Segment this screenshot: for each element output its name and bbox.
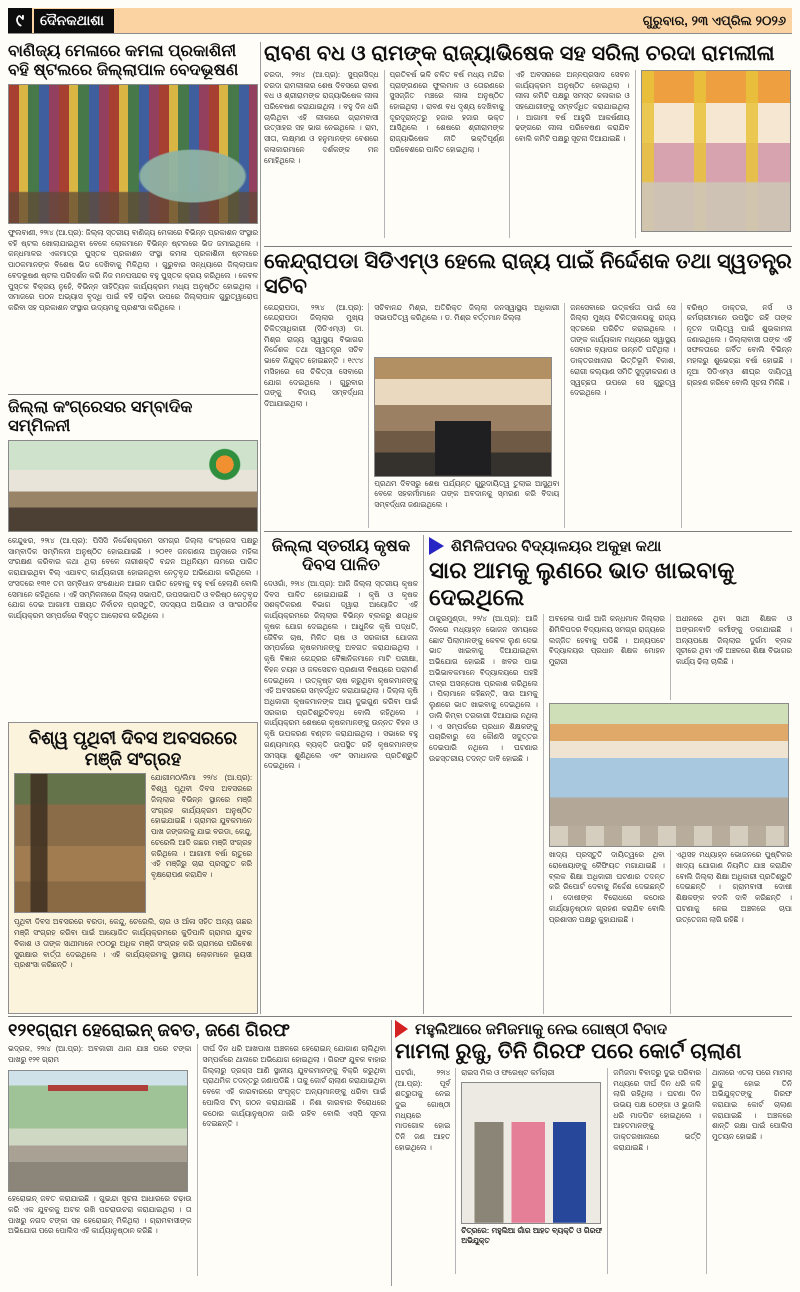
section-rule [264,246,792,247]
article-body-col: ଚରଦା, ୨୨ା୪ (ଆ.ପ୍ର): ସୁପ୍ରସିଦ୍ଧ ଚରଦା ରାମଲୀଳାର ଶେଷ ଦିବସରେ ରାବଣ ବଧ ଓ ଶ୍ରୀରାମଙ୍କ ରାଜ୍ୟାଭିଷେକ ଲୀଳା ପରିବେଷଣ କରାଯାଇଥିଲା । ବହୁ ଦିନ ଧରି ଚାଲିଥିବା ଏହି ଲୀଳାରେ ଗ୍ରାମବାସୀ ଉତ୍ସାହର ସହ ଭାଗ ନେଇଥିଲେ । ରାମ, ସୀତା, ଲକ୍ଷ୍ମଣ ଓ ହନୁମାନଙ୍କ ବେଶରେ କଳାକାରମାନେ ଦର୍ଶକଙ୍କ ମନ ମୋହିଥିଲେ । [264,69,379,165]
article-headline: ମାମଲା ରୁଜୁ, ତିନି ଗିରଫ ପରେ କୋର୍ଟ ଚାଲାଣ [395,1040,742,1063]
article-heroin-seizure [8,1020,386,1286]
masthead-bar [8,8,792,34]
article-body-col: ଠାକୁରମୁଣ୍ଡା, ୨୨/୪ (ଆ.ପ୍ର): ଆଜି ଦିନରେ ମଧ୍ୟାହ୍ନ ଭୋଜନ ସମୟରେ ଛୋଟ ପିଲାମାନଙ୍କୁ କେବଳ ଲୁଣ ଦେଇ ଭାତ ଖାଇବାକୁ ଦିଆଯାଇଥିବା ଅଭିଯୋଗ ହୋଇଛି । ଖବର ପାଇ ଅଭିଭାବକମାନେ ବିଦ୍ୟାଳୟରେ ପହଞ୍ଚି ତୀବ୍ର ଅସନ୍ତୋଷ ପ୍ରକାଶ କରିଥିଲେ । ପିଲାମାନେ କହିଛନ୍ତି, ସାର ଆମକୁ ଲୁଣରେ ଭାତ ଖାଇବାକୁ ଦେଇଥିଲେ । ଡାଲି କିମ୍ବା ତରକାରୀ ଦିଆଯାଇ ନଥିଲା । ଏ ସମ୍ପର୍କରେ ପ୍ରଧାନ ଶିକ୍ଷକଙ୍କୁ ପଚାରିବାରୁ ସେ କୌଣସି ସଦୁତ୍ତର ଦେଇପାରି ନଥିଲେ । ଘଟଣାର ଉଚ୍ଚସ୍ତରୀୟ ତଦନ୍ତ ଦାବି ହୋଇଛି । [429,614,538,763]
column-rule [423,535,424,1014]
photo-caption: ପୃଥିବୀ ଦିବସ ଅବସରରେ ବରଡା, କେନ୍ଦୁ, ଚେରେଲି, ଚାର ଓ ଆଁଳା ସହିତ ଅନ୍ୟ ଗଛର ମଞ୍ଜି ସଂଗ୍ରହ କରିବା ପାଇଁ ଆୟୋଜିତ କାର୍ଯ୍ୟକ୍ରମରେ କୁଡିପାଳି ଗ୍ରାମର ଯୁବକ ବିକାଶ ଓ ତାଙ୍କ ସାଥୀମାନେ ୯୦୦ରୁ ଅଧିକ ମଞ୍ଜି ସଂଗ୍ରହ କରି ଗ୍ରାମରେ ପରିବେଶ ସୁରକ୍ଷାର ବାର୍ତ୍ତା ଦେଇଥିଲେ । ଏହି କାର୍ଯ୍ୟକ୍ରମକୁ ସ୍ଥାନୀୟ ଲୋକମାନେ ଭୂୟସୀ ପ୍ରଶଂସା କରିଛନ୍ତି । [14,917,252,970]
ramlila-celebration-photo [641,70,791,232]
article-body-col: ଥାନାରେ ଏତଲା ପରେ ମାମଲା ରୁଜୁ ହୋଇ ତିନି ଅଭିଯୁକ୍ତଙ୍କୁ ଗିରଫ କରାଯାଇ କୋର୍ଟ ଚାଲାଣ କରାଯାଇଛି । ଅଞ୍ଚଳରେ ଶାନ୍ତି ରକ୍ଷା ପାଇଁ ପୋଲିସ ମୁତୟନ ହୋଇଛି । [706,1068,792,1274]
article-body: ଦେଓଗାଁ, ୨୨ା୪ (ଆ.ପ୍ର): ଆଜି ଜିଲ୍ଲା ସ୍ତରୀୟ କୃଷକ ଦିବସ ପାଳିତ ହୋଇଯାଇଛି । କୃଷି ଓ କୃଷକ ସଶକ୍ତିକରଣ ବିଭାଗ ଦ୍ୱାରା ଆୟୋଜିତ ଏହି କାର୍ଯ୍ୟକ୍ରମରେ ଜିଲ୍ଲାର ବିଭିନ୍ନ ବ୍ଲକରୁ ଶତାଧିକ କୃଷକ ଯୋଗ ଦେଇଥିଲେ । ଆଧୁନିକ କୃଷି ପଦ୍ଧତି, ଜୈବିକ ଚାଷ, ମିଳିତ ଚାଷ ଓ ସରକାରୀ ଯୋଜନା ସମ୍ପର୍କରେ କୃଷକମାନଙ୍କୁ ଅବଗତ କରାଯାଇଥିଲା । କୃଷି ବିଜ୍ଞାନ କେନ୍ଦ୍ରର ବୈଜ୍ଞାନିକମାନେ ମାଟି ପରୀକ୍ଷା, ବିହନ ଚୟନ ଓ ଜଳସେଚନ ପ୍ରଣାଳୀ ବିଷୟରେ ପରାମର୍ଶ ଦେଇଥିଲେ । ଉତ୍କୃଷ୍ଟ ଚାଷ କରୁଥିବା କୃଷକମାନଙ୍କୁ ଏହି ଅବସରରେ ସମ୍ବର୍ଦ୍ଧିତ କରାଯାଇଥିଲା । ଜିଲ୍ଲା କୃଷି ଅଧିକାରୀ କୃଷକମାନଙ୍କ ଆୟ ଦୁଇଗୁଣ କରିବା ପାଇଁ ସରକାର ପ୍ରତିଶ୍ରୁତିବଦ୍ଧ ବୋଲି କହିଥିଲେ । କାର୍ଯ୍ୟକ୍ରମ ଶେଷରେ କୃଷକମାନଙ୍କୁ ଉନ୍ନତ ବିହନ ଓ କୃଷି ଉପକରଣ ବଣ୍ଟନ କରାଯାଇଥିଲା । ସଭାରେ ବହୁ ଗଣ୍ୟମାନ୍ୟ ବ୍ୟକ୍ତି ଉପସ୍ଥିତ ରହି କୃଷକମାନଙ୍କ ସମସ୍ୟା ଶୁଣିଥିଲେ ଏବଂ ସମାଧାନର ପ୍ରତିଶ୍ରୁତି ଦେଇଥିଲେ । [264,578,418,771]
section-rule [264,531,792,532]
issue-date: ଗୁରୁବାର, ୨୩ ଏପ୍ରିଲ ୨୦୨୬ [642,12,786,28]
section-rule [8,1016,792,1017]
article-headline: ସାର ଆମକୁ ଲୁଣରେ ଭାତ ଖାଇବାକୁ ଦେଇଥିଲେ [429,557,735,611]
kicker-label: ଶିମିଳିପଦର ବିଦ୍ୟାଳୟର ଅକୁହା କଥା [451,537,662,555]
article-headline: ଜିଲ୍ଲା ସ୍ତରୀୟ କୃଷକ ଦିବସ ପାଳିତ [271,537,411,575]
article-body-col: ଜନସେବାରେ ଉତ୍କର୍ଷତା ପାଇଁ ସେ ଜିଲ୍ଲା ମୁଖ୍ୟ ଚିକିତ୍ସାଳୟକୁ ରାଜ୍ୟ ସ୍ତରରେ ପରିଚିତ କରାଇଥିଲେ । ତାଙ୍କ କାର୍ଯ୍ୟକାଳ ମଧ୍ୟରେ ସ୍ୱାସ୍ଥ୍ୟ ସେବାର ବ୍ୟାପକ ଉନ୍ନତି ଘଟିଥିଲା । ଡାକ୍ତରଖାନାର ଭିତ୍ତିଭୂମି ବିକାଶ, ରୋଗୀ କଲ୍ୟାଣ ସମିତି ସୁଦୃଢ଼ୀକରଣ ଓ ସ୍ୱଚ୍ଛତା ଉପରେ ସେ ଗୁରୁତ୍ୱ ଦେଇଥିଲେ । [564,303,680,528]
kicker-label: ମହୁଲିଆରେ ଜମିଜମାକୁ ନେଇ ଗୋଷ୍ଠୀ ବିବାଦ [415,1020,668,1038]
arrested-men-photo [461,1082,601,1224]
article-body-col: ବରିଷ୍ଠ ଡାକ୍ତର, ନର୍ସ ଓ କର୍ମଚାରୀମାନେ ଉପସ୍ଥିତ ରହି ତାଙ୍କ ନୂତନ ଦାୟିତ୍ୱ ପାଇଁ ଶୁଭକାମନା ଜଣାଇଥିଲେ । ଜିଲ୍ଲାବାସୀ ତାଙ୍କ ଏହି ସଫଳତାରେ ଗର୍ବିତ ବୋଲି ବିଭିନ୍ନ ମହଲରୁ ଶୁଭେଚ୍ଛା ବର୍ଷା ହୋଇଛି । ନୂଆ ସିଡିଏମ୍ଓ ଶୀଘ୍ର ଦାୟିତ୍ୱ ଗ୍ରହଣ କରିବେ ବୋଲି ସୂଚନା ମିଳିଛି । [681,303,792,528]
article-body-col: ପ୍ରଥମ ଦିବସରୁ ଶେଷ ପର୍ଯ୍ୟନ୍ତ ଗୁରୁଦାୟିତ୍ୱ ତୁଲାଇ ଆସୁଥିବା ବେଳେ ସହକର୍ମୀମାନେ ତାଙ୍କ ଅବଦାନକୁ ସ୍ମରଣ କରି ବିଦାୟ ସମ୍ବର୍ଦ୍ଧନା ଜଣାଇଥିଲେ । [374,478,560,509]
article-body-col: ଘଟଗାଁ, ୨୨ା୪ (ଆ.ପ୍ର): ପୂର୍ବ ଶତ୍ରୁତାକୁ ନେଇ ଦୁଇ ଗୋଷ୍ଠୀ ମଧ୍ୟରେ ମାଡଗୋଳ ହୋଇ ତିନି ଜଣ ଆହତ ହୋଇଥିଲେ । [395,1067,451,1152]
article-headline: ଜିଲ୍ଲା କଂଗ୍ରେସର ସମ୍ବାଦିକ ସମ୍ମିଳନୀ [8,398,193,436]
column-rule [260,42,261,1014]
article-body-col: ହେରୋଇନ୍ ଜବତ କରାଯାଇଛି । ଗୁଇନ୍ଦା ସୂଚନା ଆଧାରରେ ଚଢ଼ାଉ କରି ଏକ ଯୁବକକୁ ଅଟକ ରଖି ପଚରାଉଚରା କରାଯାଇଥିଲା । ତା ପାଖରୁ ନଗଦ ଟଙ୍କା ସହ ହେରୋଇନ୍ ମିଳିଥିଲା । ଗ୍ରାମବାସୀଙ୍କ ଅଭିଯୋଗ ପରେ ପୋଲିସ ଏହି କାର୍ଯ୍ୟାନୁଷ୍ଠାନ କରିଛି । [8,1194,192,1236]
article-headline: ୧୨୧ଗ୍ରାମ ହେରୋଇନ୍ ଜବତ, ଜଣେ ଗିରଫ [8,1020,290,1040]
article-farmer-day [264,537,418,1014]
article-body: ଫୁଲବାଣୀ, ୨୨ା୪ (ଆ.ପ୍ର): ଜିଲ୍ଲା ସ୍ତରୀୟ ବାଣିଜ୍ୟ ମେଳାରେ ବିଭିନ୍ନ ପ୍ରକାଶନ ସଂସ୍ଥାର ବହି ଷ୍ଟଲ ଖୋଲାଯାଇଥିବା ବେଳେ ଲୋକମାନେ ବିଭିନ୍ନ ଷ୍ଟଲରେ ଭିଡ ଜମାଇଥିଲେ । କନ୍ଧମାଳର ଏକମାତ୍ର ପୁସ୍ତକ ପ୍ରକାଶନ ସଂସ୍ଥା କମଳା ପ୍ରକାଶିନୀ ଷ୍ଟଲରେ ପାଠକମାନଙ୍କ ବିଶେଷ ଭିଡ ଦେଖିବାକୁ ମିଳିଥିଲା । ଗୁରୁବାର ସନ୍ଧ୍ୟାରେ ଜିଲ୍ଲାପାଳ ବେଦଭୂଷଣ ଷ୍ଟଲ ପରିଦର୍ଶନ କରି ନିଜ ମନପସନ୍ଦର ବହୁ ପୁସ୍ତକ କ୍ରୟ କରିଥିଲେ । କେବଳ ପୁସ୍ତକ ବିକ୍ରୟ ନୁହେଁ, ବିଭିନ୍ନ ସାହିତ୍ୟିକ କାର୍ଯ୍ୟକ୍ରମ ମଧ୍ୟ ଅନୁଷ୍ଠିତ ହୋଇଥିଲା । ସମାଜରେ ପଠନ ଅଭ୍ୟାସ ବୃଦ୍ଧି ପାଇଁ ବହି ପଢ଼ିବା ଉପରେ ଜିଲ୍ଲାପାଳ ଗୁରୁତ୍ୱାରୋପ କରିବା ସହ ପ୍ରକାଶନ ସଂସ୍ଥାର ଉଦ୍ୟମକୁ ପ୍ରଶଂସା କରିଥିଲେ । [8,227,258,313]
seed-collection-photo [14,773,146,913]
article-body: ଯୋଗୀମଠ/ଲିମା ୨୨/୪ (ଆ.ପ୍ର): ବିଶ୍ୱ ପୃଥିବୀ ଦିବସ ଅବସରରେ ଜିଲ୍ଲାର ବିଭିନ୍ନ ସ୍ଥାନରେ ମଞ୍ଜି ସଂଗ୍ରହ କାର୍ଯ୍ୟକ୍ରମ ଅନୁଷ୍ଠିତ ହୋଇଯାଇଛି । ଗ୍ରାମର ଯୁବକମାନେ ପାଖ ଜଙ୍ଗଲକୁ ଯାଇ ବରଡା, କେନ୍ଦୁ, ଚେରେଲି ଆଦି ଗଛର ମଞ୍ଜି ସଂଗ୍ରହ କରିଥିଲେ । ଆଗାମୀ ବର୍ଷା ଋତୁରେ ଏହି ମଞ୍ଜିରୁ ଚାରା ପ୍ରସ୍ତୁତ କରି ବୃକ୍ଷରୋପଣ କରାଯିବ । [151,773,252,880]
article-body-col: ପ୍ରତିବର୍ଷ ଭଳି ଚଳିତ ବର୍ଷ ମଧ୍ୟ ମନ୍ଦିର ପ୍ରାଙ୍ଗଣରେ ଫୁଲମାଳ ଓ ତୋରଣରେ ସୁସଜ୍ଜିତ ମଞ୍ଚରେ ଲୀଳା ଅନୁଷ୍ଠିତ ହୋଇଥିଲା । ରାବଣ ବଧ ଦୃଶ୍ୟ ଦେଖିବାକୁ ଦୂରଦୂରାନ୍ତରୁ ହଜାର ହଜାର ଭକ୍ତ ଆସିଥିଲେ । ଶେଷରେ ଶ୍ରୀରାମଙ୍କ ରାଜ୍ୟାଭିଷେକ ନୀତି ଭକ୍ତିପୂର୍ଣ୍ଣ ପରିବେଶରେ ପାଳିତ ହୋଇଥିଲା । [384,70,510,238]
article-headline: ରାବଣ ବଧ ଓ ରାମଙ୍କ ରାଜ୍ୟାଭିଷେକ ସହ ସରିଲା ଚରଦା ରାମଲୀଳା [264,42,775,65]
article-school-midday-meal [429,537,792,1014]
page-number: ୯ [8,8,32,33]
blue-arrow-icon [429,537,444,555]
masthead-title: ଦୈନକଥାଶା [34,9,114,33]
article-body-col: ଭଦ୍ରକ, ୨୨ା୪ (ଆ.ପ୍ର): ଅବକାରୀ ଥାନା ଯାଞ୍ଚ ପରେ ଟଙ୍କା ପାଖରୁ ୧୨୧ ଗ୍ରାମ [8,1044,192,1064]
article-headline: ବିଶ୍ୱ ପୃଥିବୀ ଦିବସ ଅବସରରେ ମଞ୍ଜି ସଂଗ୍ରହ [28,728,238,770]
article-body-col: ଏହି ଅବସରରେ ଅନ୍ନପ୍ରସାଦ ସେବନ କାର୍ଯ୍ୟକ୍ରମ ଅନୁଷ୍ଠିତ ହୋଇଥିଲା । ଲୀଳା କମିଟି ପକ୍ଷରୁ ସମସ୍ତ କଳାକାର ଓ ସହଯୋଗୀଙ୍କୁ ସମ୍ବର୍ଦ୍ଧିତ କରାଯାଇଥିଲା । ଆଗାମୀ ବର୍ଷ ଆହୁରି ଆକର୍ଷଣୀୟ ଢଙ୍ଗରେ ଲୀଳା ପରିବେଷଣ କରାଯିବ ବୋଲି କମିଟି ପକ୍ଷରୁ ସୂଚନା ଦିଆଯାଇଛି । [509,70,635,238]
article-body: କେନ୍ଦୁଝର, ୨୨ା୪ (ଆ.ପ୍ର): ପିସିସି ନିର୍ଦ୍ଦେଶକ୍ରମେ ସମଗ୍ର ଜିଲ୍ଲା କଂଗ୍ରେସ ପକ୍ଷରୁ ସାମ୍ବାଦିକ ସମ୍ମିଳନୀ ଅନୁଷ୍ଠିତ ହୋଇଯାଇଛି । ୨୦୧୧ ଜନଗଣନା ଅନୁସାରେ ମହିଳା ସଂରକ୍ଷଣ କରିବାର କଥା ଥିଲା ବେଳେ ନାରୀଶକ୍ତି ବନ୍ଦନ ଅଧିନିୟମ ନାମରେ ପାରିତ କରାଯାଇଥିବା ବିଲ୍ ଏଯାବତ୍ କାର୍ଯ୍ୟକାରୀ ହୋଇନଥିବା ନେତୃବୃନ୍ଦ ଅଭିଯୋଗ କରିଥିଲେ । ସଂସଦରେ ୧୩୧ ତମ ସମ୍ବିଧାନ ସଂଶୋଧନ ଆଇନ ପାରିତ ହେବାକୁ ବହୁ ବର୍ଷ ହେଲାଣି ବୋଲି ସେମାନେ କହିଥିଲେ । ଏହି ସମ୍ମିଳନୀରେ ଜିଲ୍ଲା ସଭାପତି, ଉପସଭାପତି ଓ ବରିଷ୍ଠ ନେତୃବୃନ୍ଦ ଯୋଗ ଦେଇ ଆଗାମୀ ପଞ୍ଚାୟତ ନିର୍ବାଚନ ପ୍ରସ୍ତୁତି, ସଦସ୍ୟତା ଅଭିଯାନ ଓ ସାଂଗଠନିକ କାର୍ଯ୍ୟକ୍ରମ ସମ୍ପର୍କରେ ବିସ୍ତୃତ ଆଲୋଚନା କରିଥିଲେ । [8,535,258,621]
article-kicker [429,537,792,555]
article-body-col: ସଚିବାନନ୍ଦ ମିଶ୍ର, ଅତିରିକ୍ତ ଜିଲ୍ଲା ଜନସ୍ୱାସ୍ଥ୍ୟ ଅଧିକାରୀ ସଭାପତିତ୍ୱ କରିଥିଲେ । ଡ. ମିଶ୍ର ବର୍ତ୍ତମାନ ଜିଲ୍ଲା [374,302,560,323]
police-station-photo [8,1070,188,1192]
children-eating-photo [549,703,789,847]
section-rule [8,394,258,395]
article-earth-day [8,722,258,1014]
farewell-ceremony-photo [374,357,552,477]
photo-caption: ଚିତ୍ରରେ: ମହୁଲିଆ ଗାଁର ଆହତ ବ୍ୟକ୍ତି ଓ ଗିରଫ ଅଭିଯୁକ୍ତ [461,1225,603,1246]
article-book-fair [8,42,258,392]
article-body-col: ଅଧୀନରେ ଥିବା ସାଥୀ ଶିକ୍ଷକ ଓ ଅଙ୍ଗନବାଡି କର୍ମୀଙ୍କୁ ଡକାଯାଇଛି । ଅନ୍ୟପକ୍ଷେ ଜିଲ୍ଲାର ଦୁର୍ଗମ ବ୍ଲକ ସୂଚୀରେ ଥିବା ଏହି ଅଞ୍ଚଳରେ ଶିକ୍ଷା ବିଭାଗର କାର୍ଯ୍ୟ ଢିଲା ଚାଲିଛି । [670,614,792,700]
article-cdmo [264,250,792,528]
article-body-col: କେନ୍ଦ୍ରାପଡା, ୨୨ା୪ (ଆ.ପ୍ର): କେନ୍ଦ୍ରାପଡା ଜିଲ୍ଲାର ମୁଖ୍ୟ ଚିକିତ୍ସାଧିକାରୀ (ସିଡିଏମ୍ଓ) ଡା. ମିଶ୍ର ରାଜ୍ୟ ସ୍ୱାସ୍ଥ୍ୟ ବିଭାଗର ନିର୍ଦ୍ଦେଶକ ତଥା ସ୍ୱତନ୍ତ୍ର ସଚିବ ଭାବେ ନିଯୁକ୍ତ ହୋଇଛନ୍ତି । ୧୯୯୪ ମସିହାରେ ସେ ଚିକିତ୍ସା ସେବାରେ ଯୋଗ ଦେଇଥିଲେ । ଗୁରୁବାର ତାଙ୍କୁ ବିଦାୟ ସମ୍ବର୍ଦ୍ଧନା ଦିଆଯାଇଥିଲା । [264,302,364,409]
article-congress [8,398,258,718]
article-body-col: ଜମିଜମା ବିବାଦରୁ ଦୁଇ ପରିବାର ମଧ୍ୟରେ ଦୀର୍ଘ ଦିନ ଧରି କଳି ଲାଗି ରହିଥିଲା । ଘଟଣା ଦିନ ଉଭୟ ପକ୍ଷ ଠେଙ୍ଗା ଓ ଭୁଜାଲି ଧରି ମାଡପିଟ ହୋଇଥିଲେ । ଆହତମାନଙ୍କୁ ଡାକ୍ତରଖାନାରେ ଭର୍ତ୍ତି କରାଯାଇଛି । [607,1068,706,1274]
book-stall-photo [8,84,258,224]
article-headline: କେନ୍ଦ୍ରାପଡା ସିଡିଏମ୍ଓ ହେଲେ ରାଜ୍ୟ ପାଇଁ ନିର୍ଦ୍ଦେଶକ ତଥା ସ୍ୱତନ୍ତ୍ର ସଚିବ [264,250,792,298]
article-ramlila [264,42,792,244]
column-rule [391,1020,392,1286]
article-body-col: ଅବହେଳା ପାଇଁ ଆଜି କନ୍ଧମାଳ ଜିଲ୍ଲାର ଶିମିଳିପଦର ବିଦ୍ୟାଳୟ ସମଗ୍ର ରାଜ୍ୟରେ ଲଜ୍ଜିତ ହେବାକୁ ପଡିଛି । ଅନ୍ୟପଟେ ବିଦ୍ୟାଳୟର ପ୍ରଧାନ ଶିକ୍ଷକ ମୋହନ ମୁରାରୀ [548,614,665,667]
article-body-col: ଖାଦ୍ୟ ପ୍ରସ୍ତୁତି ଦାୟିତ୍ୱରେ ଥିବା ରୋଷେୟାଙ୍କୁ କୈଫିୟତ ମଗାଯାଇଛି । ବ୍ଲକ ଶିକ୍ଷା ଅଧିକାରୀ ଘଟଣାର ତଦନ୍ତ କରି ରିପୋର୍ଟ ଦେବାକୁ ନିର୍ଦ୍ଦେଶ ଦେଇଛନ୍ତି । ଦୋଷୀଙ୍କ ବିରୋଧରେ କଠୋର କାର୍ଯ୍ୟାନୁଷ୍ଠାନ ଗ୍ରହଣ କରାଯିବ ବୋଲି ପ୍ରଶାସନ ପକ୍ଷରୁ କୁହାଯାଇଛି । [548,850,665,924]
article-land-dispute [395,1020,792,1286]
article-body-col: ଦୀର୍ଘ ଦିନ ଧରି ଆଖପାଖ ଅଞ୍ଚଳରେ ହେରୋଇନ୍ ଯୋଗାଣ ଚାଲିଥିବା ସମ୍ପର୍କରେ ଥାନାରେ ଅଭିଯୋଗ ହୋଇଥିଲା । ଗିରଫ ଯୁବକ ବାହାର ଜିଲ୍ଲାରୁ ଡ୍ରଗ୍ସ ଆଣି ସ୍ଥାନୀୟ ଯୁବକମାନଙ୍କୁ ବିକ୍ରି କରୁଥିବା ପ୍ରାଥମିକ ତଦନ୍ତରୁ ଜଣାପଡିଛି । ତାକୁ କୋର୍ଟ ଚାଲାଣ କରାଯାଇଥିବା ବେଳେ ଏହି କାରବାରରେ ସଂପୃକ୍ତ ଅନ୍ୟମାନଙ୍କୁ ଧରିବା ପାଇଁ ପୋଲିସ ଟିମ୍ ଗଠନ କରାଯାଇଛି । ନିଶା କାରବାର ବିରୋଧରେ କଠୋର କାର୍ଯ୍ୟାନୁଷ୍ଠାନ ଜାରି ରହିବ ବୋଲି ଏସ୍‌ପି ସୂଚନା ଦେଇଛନ୍ତି । [197,1044,387,1276]
article-body-col: ଏଥିସହ ମଧ୍ୟାହ୍ନ ଭୋଜନରେ ପୁଷ୍ଟିକର ଖାଦ୍ୟ ଯୋଗାଣ ନିୟମିତ ଯାଞ୍ଚ କରାଯିବ ବୋଲି ଜିଲ୍ଲା ଶିକ୍ଷା ଅଧିକାରୀ ପ୍ରତିଶ୍ରୁତି ଦେଇଛନ୍ତି । ଗ୍ରାମବାସୀ ଦୋଷୀ ଶିକ୍ଷକଙ୍କ ବଦଳି ଦାବି କରିଛନ୍ତି । ଘଟଣାକୁ ନେଇ ଅଞ୍ଚଳରେ ଚାପା ଉତ୍ତେଜନା ଲାଗି ରହିଛି । [670,850,792,1014]
article-body-col: ରାଇସ ମିଲ ଓ ଫରେଷ୍ଟ କର୍ମଚାରୀ [461,1067,555,1077]
article-kicker [395,1020,792,1038]
red-arrow-icon [395,1020,408,1038]
article-headline: ବାଣିଜ୍ୟ ମେଳାରେ କମଳା ପ୍ରକାଶିନୀ ବହି ଷ୍ଟଲରେ ଜିଲ୍ଲାପାଳ ବେଦଭୂଷଣ [8,42,239,80]
congress-meeting-photo [8,440,258,532]
